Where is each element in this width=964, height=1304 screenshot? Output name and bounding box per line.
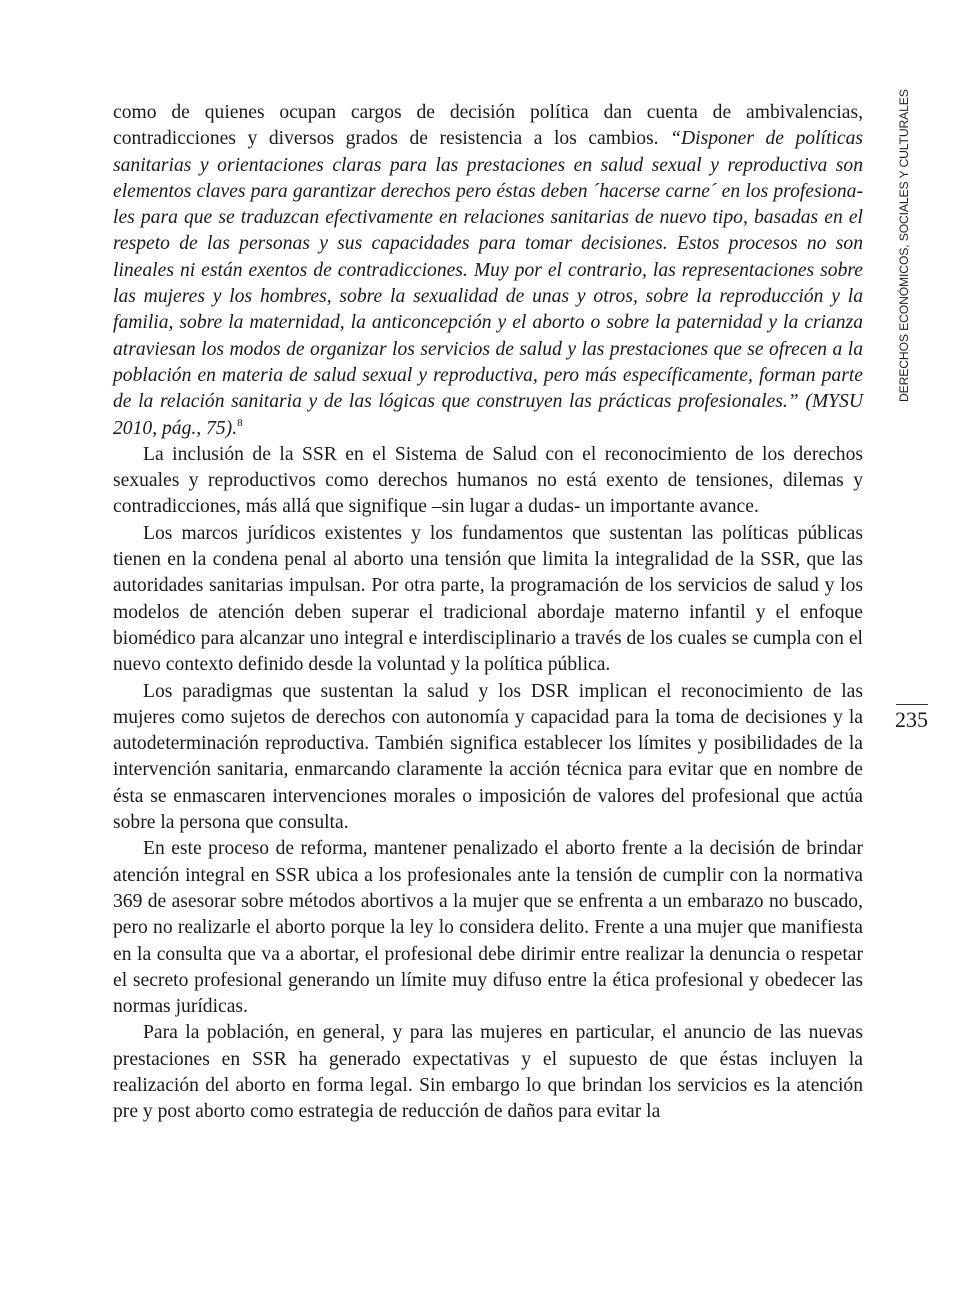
body-text — [113, 100, 863, 1126]
paragraph-2: La inclusión de la SSR en el Sistema de Salud con el reconocimiento de los derechos sexuales y reproductivos como derechos humanos no está exento de tensiones, dilemas y contradicciones, más allá que signifique –sin lugar a dudas- un importante avance. — [113, 443, 863, 518]
paragraph-1 — [113, 100, 863, 442]
paragraph-5: En este proceso de reforma, mantener penalizado el aborto frente a la decisión de brindar atención integral en SSR ubica a los profesionales ante la tensión de cumplir con la normativa 369 de asesorar sobre métodos abortivos a la mujer que se enfrenta a un embarazo no buscado, pero no realizarle el aborto porque la ley lo considera delito. Frente a una mujer que manifiesta en la consulta que va a abortar, el profesional debe dirimir entre realizar la denuncia o respetar el secreto profesional generando un límite muy difuso entre la ética profesional y obedecer las normas jurídicas. — [113, 838, 863, 1018]
running-header: DERECHOS ECONÓMICOS, SOCIALES Y CULTURALES — [897, 89, 911, 402]
paragraph-6: Para la población, en general, y para las mujeres en particular, el anuncio de las nuevas prestaciones en SSR ha generado expectativas y el supuesto de que éstas incluyen la realización del aborto en forma legal. Sin embargo lo que brindan los servicios es la atención pre y post aborto como estrategia de reducción de daños para evitar la — [113, 1022, 863, 1123]
quoted-passage: “Disponer de políticas sanitarias y orientaciones claras para las prestaciones en salud sexual y reproductiva son elementos claves para garantizar derechos pero éstas deben ´hacerse carne´ en los profesionales para que se traduzcan efectivamente en relaciones sanitarias de nuevo tipo, basadas en el respeto de las personas y sus capacidades para tomar decisiones. Estos procesos no son lineales ni están exentos de contradicciones. Muy por el contrario, las representaciones sobre las mujeres y los hombres, sobre la sexualidad de unas y otros, sobre la reproducción y la familia, sobre la maternidad, la anticoncepción y el aborto o sobre la paternidad y la crianza atraviesan los modos de organizar los servicios de salud y las prestaciones que se ofrecen a la población en materia de salud sexual y reproductiva, pero más específicamente, forman parte de la relación sanitaria y de las lógicas que construyen las prácticas profesionales.” (MYSU 2010, pág., 75). — [113, 128, 863, 439]
footnote-marker: 8 — [237, 416, 243, 429]
paragraph-1-lead: como de quienes ocupan cargos de decisión política dan cuenta de ambivalencias, contradicciones y diversos grados de resistencia a los cambios. — [113, 102, 863, 150]
paragraph-4: Los paradigmas que sustentan la salud y los DSR implican el reconocimiento de las mujeres como sujetos de derechos con autonomía y capacidad para la toma de decisiones y la autodeterminación reproductiva. También significa establecer los límites y posibilidades de la intervención sanitaria, enmarcando claramente la acción técnica para evitar que en nombre de ésta se enmascaren intervenciones morales o imposición de valores del profesional que actúa sobre la persona que consulta. — [113, 680, 863, 834]
page-number-rule — [896, 704, 928, 705]
paragraph-3: Los marcos jurídicos existentes y los fundamentos que sustentan las políticas públicas tienen en la condena penal al aborto una tensión que limita la integralidad de la SSR, que las autoridades sanitarias impulsan. Por otra parte, la programación de los servicios de salud y los modelos de atención deben superar el tradicional abordaje materno infantil y el enfoque biomédico para alcanzar uno integral e interdisciplinario a través de los cuales se cumpla con el nuevo contexto definido desde la voluntad y la política pública. — [113, 522, 863, 676]
page-number: 235 — [895, 707, 928, 732]
